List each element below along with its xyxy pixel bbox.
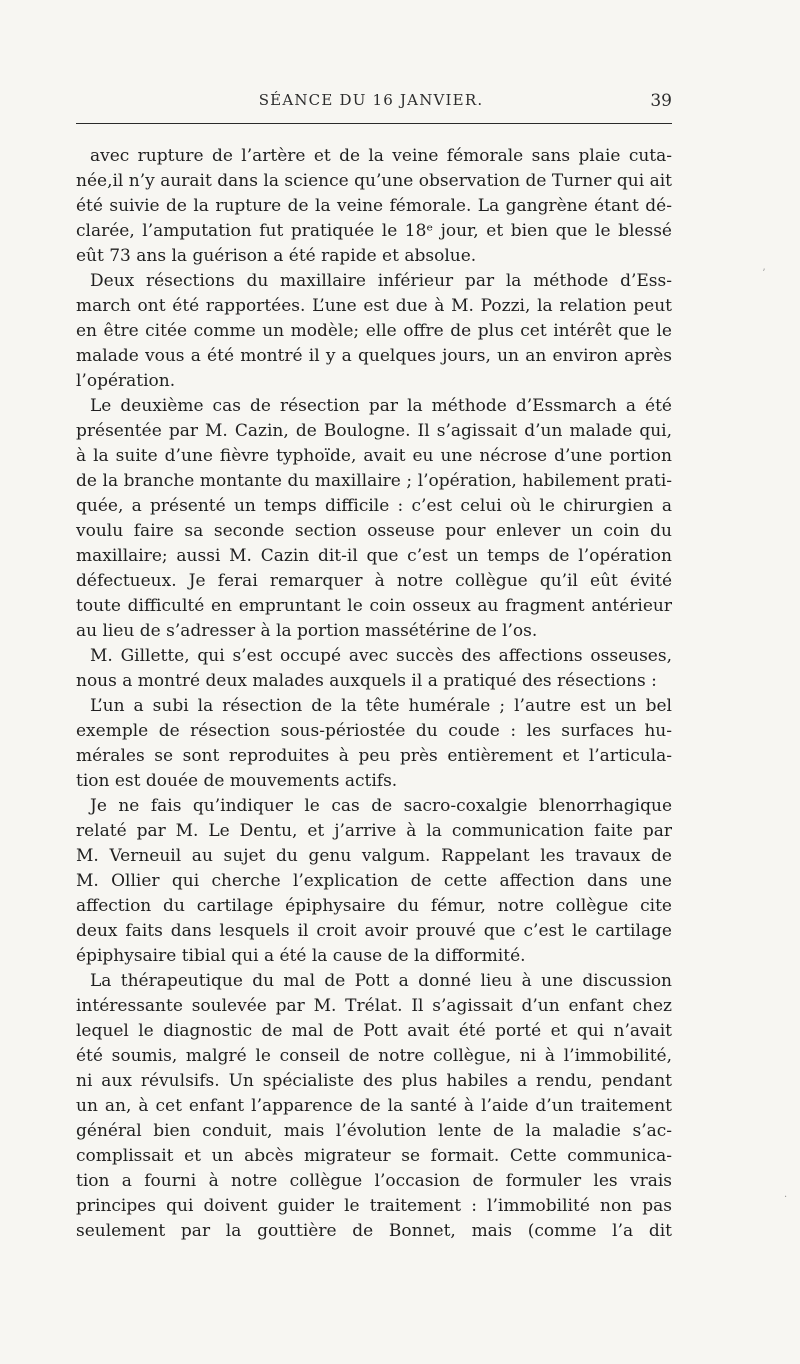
text-line: lequel le diagnostic de mal de Pott avait été porté et qui n’avait [76,1021,672,1041]
margin-speck: ʼ [762,268,766,279]
paragraph [76,144,672,269]
text-line: seulement par la gouttière de Bonnet, mais (comme l’a dit [76,1221,672,1241]
page-number: 39 [650,91,672,111]
text-line: été suivie de la rupture de la veine fémorale. La gangrène étant dé- [76,196,672,216]
running-title: SÉANCE DU 16 JANVIER. [258,91,484,109]
text-line: exemple de résection sous-périostée du coude : les surfaces hu- [76,721,672,741]
text-line: été soumis, malgré le conseil de notre collègue, ni à l’immobilité, [76,1046,672,1066]
text-line: M. Ollier qui cherche l’explication de cette affection dans une [76,871,672,891]
text-line: l’opération. [76,371,176,391]
text-line: nous a montré deux malades auxquels il a pratiqué des résections : [76,671,657,691]
paragraph [76,269,672,394]
text-line: présentée par M. Cazin, de Boulogne. Il s’agissait d’un malade qui, [76,421,672,441]
text-line: à la suite d’une fièvre typhoïde, avait eu une nécrose d’une portion [76,446,672,466]
body-text [76,144,672,1244]
header-rule [76,123,672,124]
paragraph [76,969,672,1244]
text-line: voulu faire sa seconde section osseuse pour enlever un coin du [76,521,672,541]
text-line: général bien conduit, mais l’évolution lente de la maladie s’ac- [76,1121,672,1141]
text-line: Je ne fais qu’indiquer le cas de sacro-coxalgie blenorrhagique [90,796,672,816]
text-line: défectueux. Je ferai remarquer à notre collègue qu’il eût évité [76,571,672,591]
text-line: en être citée comme un modèle; elle offre de plus cet intérêt que le [76,321,672,341]
text-line: née,il n’y aurait dans la science qu’une observation de Turner qui ait [76,171,672,191]
text-line: de la branche montante du maxillaire ; l’opération, habilement prati- [76,471,672,491]
text-line: deux faits dans lesquels il croit avoir prouvé que c’est le cartilage [76,921,672,941]
text-line: L’un a subi la résection de la tête humérale ; l’autre est un bel [90,696,672,716]
text-line: M. Gillette, qui s’est occupé avec succès des affections osseuses, [90,646,672,666]
paragraph [76,694,672,794]
text-line: clarée, l’amputation fut pratiquée le 18ᵉ jour, et bien que le blessé [76,221,672,241]
text-line: Le deuxième cas de résection par la méthode d’Essmarch a été [90,396,672,416]
text-line: principes qui doivent guider le traitement : l’immobilité non pas [76,1196,672,1216]
text-line: épiphysaire tibial qui a été la cause de la difformité. [76,946,526,966]
text-line: eût 73 ans la guérison a été rapide et absolue. [76,246,477,266]
text-line: tion a fourni à notre collègue l’occasion de formuler les vrais [76,1171,672,1191]
text-line: toute difficulté en empruntant le coin osseux au fragment antérieur [76,596,672,616]
text-line: un an, à cet enfant l’apparence de la santé à l’aide d’un traitement [76,1096,672,1116]
text-line: tion est douée de mouvements actifs. [76,771,398,791]
text-line: malade vous a été montré il y a quelques jours, un an environ après [76,346,672,366]
text-line: avec rupture de l’artère et de la veine fémorale sans plaie cuta- [90,146,672,166]
running-header [70,91,672,117]
text-line: mérales se sont reproduites à peu près entièrement et l’articula- [76,746,672,766]
text-line: relaté par M. Le Dentu, et j’arrive à la communication faite par [76,821,672,841]
text-line: affection du cartilage épiphysaire du fémur, notre collègue cite [76,896,672,916]
text-line: M. Verneuil au sujet du genu valgum. Rappelant les travaux de [76,846,672,866]
paragraph [76,644,672,694]
text-line: complissait et un abcès migrateur se formait. Cette communica- [76,1146,672,1166]
text-line: quée, a présenté un temps difficile : c’est celui où le chirurgien a [76,496,672,516]
text-line: march ont été rapportées. L’une est due à M. Pozzi, la relation peut [76,296,672,316]
paragraph [76,394,672,644]
margin-speck: · [784,1192,788,1203]
paragraph [76,794,672,969]
text-line: intéressante soulevée par M. Trélat. Il s’agissait d’un enfant chez [76,996,672,1016]
text-line: maxillaire; aussi M. Cazin dit-il que c’est un temps de l’opération [76,546,672,566]
text-line: ni aux révulsifs. Un spécialiste des plus habiles a rendu, pendant [76,1071,672,1091]
text-line: au lieu de s’adresser à la portion massétérine de l’os. [76,621,538,641]
text-line: La thérapeutique du mal de Pott a donné lieu à une discussion [90,971,672,991]
text-line: Deux résections du maxillaire inférieur par la méthode d’Ess- [90,271,672,291]
